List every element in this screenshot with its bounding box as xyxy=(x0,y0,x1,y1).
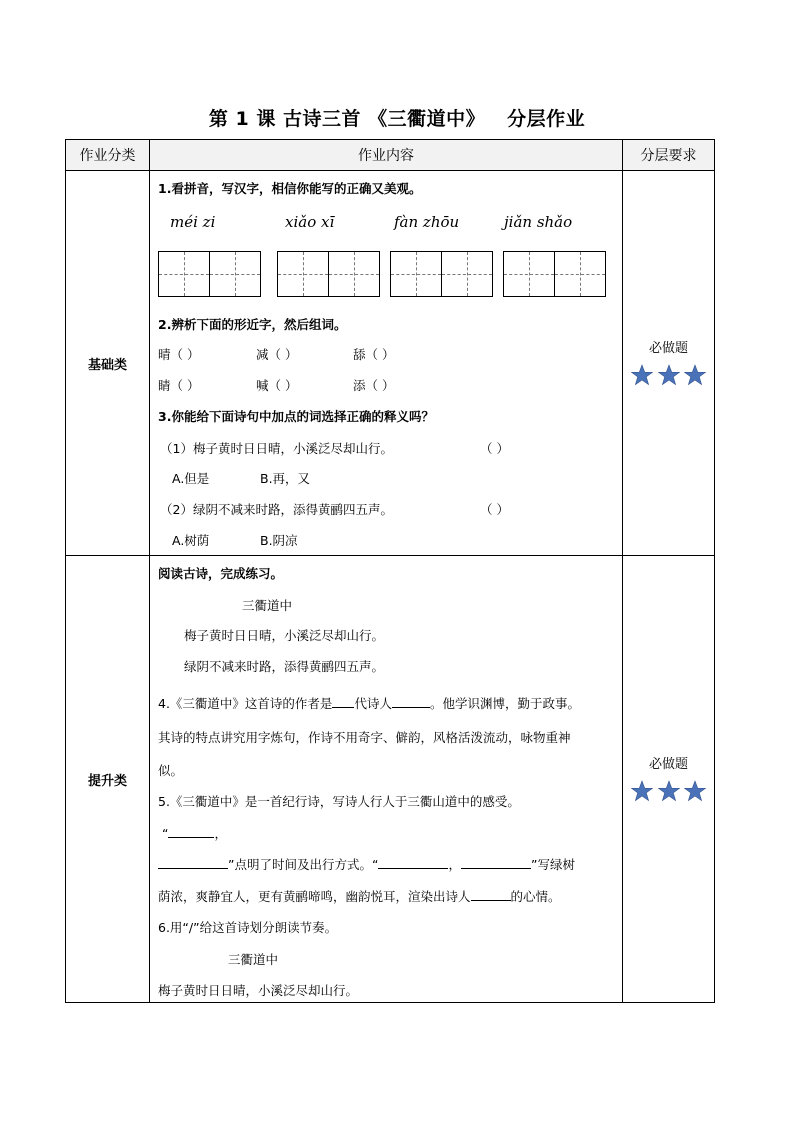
dynasty-blank[interactable] xyxy=(332,707,354,708)
star-rating xyxy=(623,780,714,806)
header-requirement: 分层要求 xyxy=(623,140,715,171)
advanced-row xyxy=(66,556,715,1003)
poem-line-2: 绿阴不减来时路，添得黄鹂四五声。 xyxy=(184,659,385,674)
pinyin-2: xiǎo xī xyxy=(285,213,335,231)
star-icon xyxy=(658,780,680,802)
pinyin-1: méi zi xyxy=(170,213,216,231)
advanced-content xyxy=(150,556,623,1003)
star-icon xyxy=(684,364,706,386)
star-icon xyxy=(631,780,653,802)
basic-requirement-label: 必做题 xyxy=(648,340,688,356)
advanced-category: 提升类 xyxy=(66,556,150,1003)
q3-1-option-a: A.但是 xyxy=(172,471,210,486)
q5-line-2 xyxy=(162,824,227,842)
homework-table xyxy=(65,139,715,1003)
layered-homework-title: 分层作业 xyxy=(507,108,586,130)
writing-box[interactable] xyxy=(441,251,493,297)
q4-line-2: 其诗的特点讲究用字炼句，作诗不用奇字、僻韵，风格活泼流动，咏物重神 xyxy=(158,730,571,745)
q4-line-3: 似。 xyxy=(158,763,184,778)
q3-text: 3.你能给下面诗句中加点的词选择正确的释义吗？ xyxy=(158,409,434,424)
q2-word-3: 舔（ ） xyxy=(353,347,395,362)
q4-part-b: 代诗人 xyxy=(354,696,392,711)
q5-blank-5[interactable] xyxy=(471,900,511,901)
pinyin-4: jiǎn shǎo xyxy=(504,213,573,231)
q5-blank-2[interactable] xyxy=(158,868,228,869)
writing-box[interactable] xyxy=(390,251,442,297)
q5-blank-1[interactable] xyxy=(168,837,214,838)
poem-line-1: 梅子黄时日日晴，小溪泛尽却山行。 xyxy=(184,628,385,643)
q5-open-quote: “ xyxy=(162,826,169,841)
q4-part-a: 4.《三衢道中》这首诗的作者是 xyxy=(158,696,333,711)
pinyin-3: fàn zhōu xyxy=(394,213,460,231)
writing-box[interactable] xyxy=(158,251,210,297)
writing-box[interactable] xyxy=(277,251,329,297)
star-icon xyxy=(658,364,680,386)
q5-blank-4[interactable] xyxy=(461,868,531,869)
advanced-requirement-label: 必做题 xyxy=(648,756,688,772)
q5-part-d: ”写绿树 xyxy=(530,857,575,872)
basic-category: 基础类 xyxy=(66,171,150,556)
q3-2-option-b: B.阴凉 xyxy=(260,533,298,548)
q4-line-1 xyxy=(158,694,580,712)
star-icon xyxy=(684,780,706,802)
q5-comma-1: ， xyxy=(214,826,227,841)
q5-part-4a: 荫浓，爽静宜人，更有黄鹂啼鸣，幽韵悦耳，渲染出诗人 xyxy=(158,889,471,904)
page-title xyxy=(0,104,794,131)
q5-blank-3[interactable] xyxy=(378,868,448,869)
q3-2-text: （2）绿阴不减来时路，添得黄鹂四五声。 xyxy=(160,502,393,517)
writing-box[interactable] xyxy=(209,251,261,297)
poet-blank[interactable] xyxy=(392,707,430,708)
q5-line-4 xyxy=(158,887,561,905)
q1-text: 1.看拼音，写汉字，相信你能写的正确又美观。 xyxy=(158,181,422,196)
star-rating xyxy=(623,364,714,390)
lesson-title: 第 1 课 古诗三首 《三衢道中》 xyxy=(208,108,486,130)
basic-requirement xyxy=(623,171,715,556)
q2-word-1: 晴（ ） xyxy=(158,347,200,362)
header-content: 作业内容 xyxy=(150,140,623,171)
q2-text: 2.辨析下面的形近字，然后组词。 xyxy=(158,317,347,332)
basic-content xyxy=(150,171,623,556)
q5-line-3 xyxy=(158,855,575,873)
q2-word-4: 睛（ ） xyxy=(158,378,200,393)
q3-2-answer[interactable]: （ ） xyxy=(480,502,509,517)
q2-word-2: 减（ ） xyxy=(256,347,298,362)
q2-word-5: 喊（ ） xyxy=(256,378,298,393)
q3-1-option-b: B.再，又 xyxy=(260,471,311,486)
advanced-requirement xyxy=(623,556,715,1003)
poem-title: 三衢道中 xyxy=(242,598,293,613)
q3-1-answer[interactable]: （ ） xyxy=(480,441,509,456)
writing-box[interactable] xyxy=(554,251,606,297)
q4-part-c: 。他学识渊博，勤于政事。 xyxy=(429,696,580,711)
q6-text: 6.用“/”给这首诗划分朗读节奏。 xyxy=(158,920,338,935)
q5-line-1: 5.《三衢道中》是一首纪行诗，写诗人行人于三衢山道中的感受。 xyxy=(158,794,520,809)
q5-part-b: ”点明了时间及出行方式。“ xyxy=(228,857,379,872)
q2-word-6: 添（ ） xyxy=(353,378,395,393)
writing-box[interactable] xyxy=(503,251,555,297)
star-icon xyxy=(631,364,653,386)
q6-poem-line: 梅子黄时日日晴，小溪泛尽却山行。 xyxy=(158,983,359,998)
q3-1-text: （1）梅子黄时日日晴，小溪泛尽却山行。 xyxy=(160,441,393,456)
q6-poem-title: 三衢道中 xyxy=(228,952,279,967)
header-category: 作业分类 xyxy=(66,140,150,171)
q5-part-4b: 的心情。 xyxy=(510,889,561,904)
basic-row xyxy=(66,171,715,556)
q3-2-option-a: A.树荫 xyxy=(172,533,210,548)
header-row xyxy=(66,140,715,171)
writing-box[interactable] xyxy=(328,251,380,297)
q5-comma-2: ， xyxy=(448,857,461,872)
reading-intro: 阅读古诗，完成练习。 xyxy=(158,566,284,581)
